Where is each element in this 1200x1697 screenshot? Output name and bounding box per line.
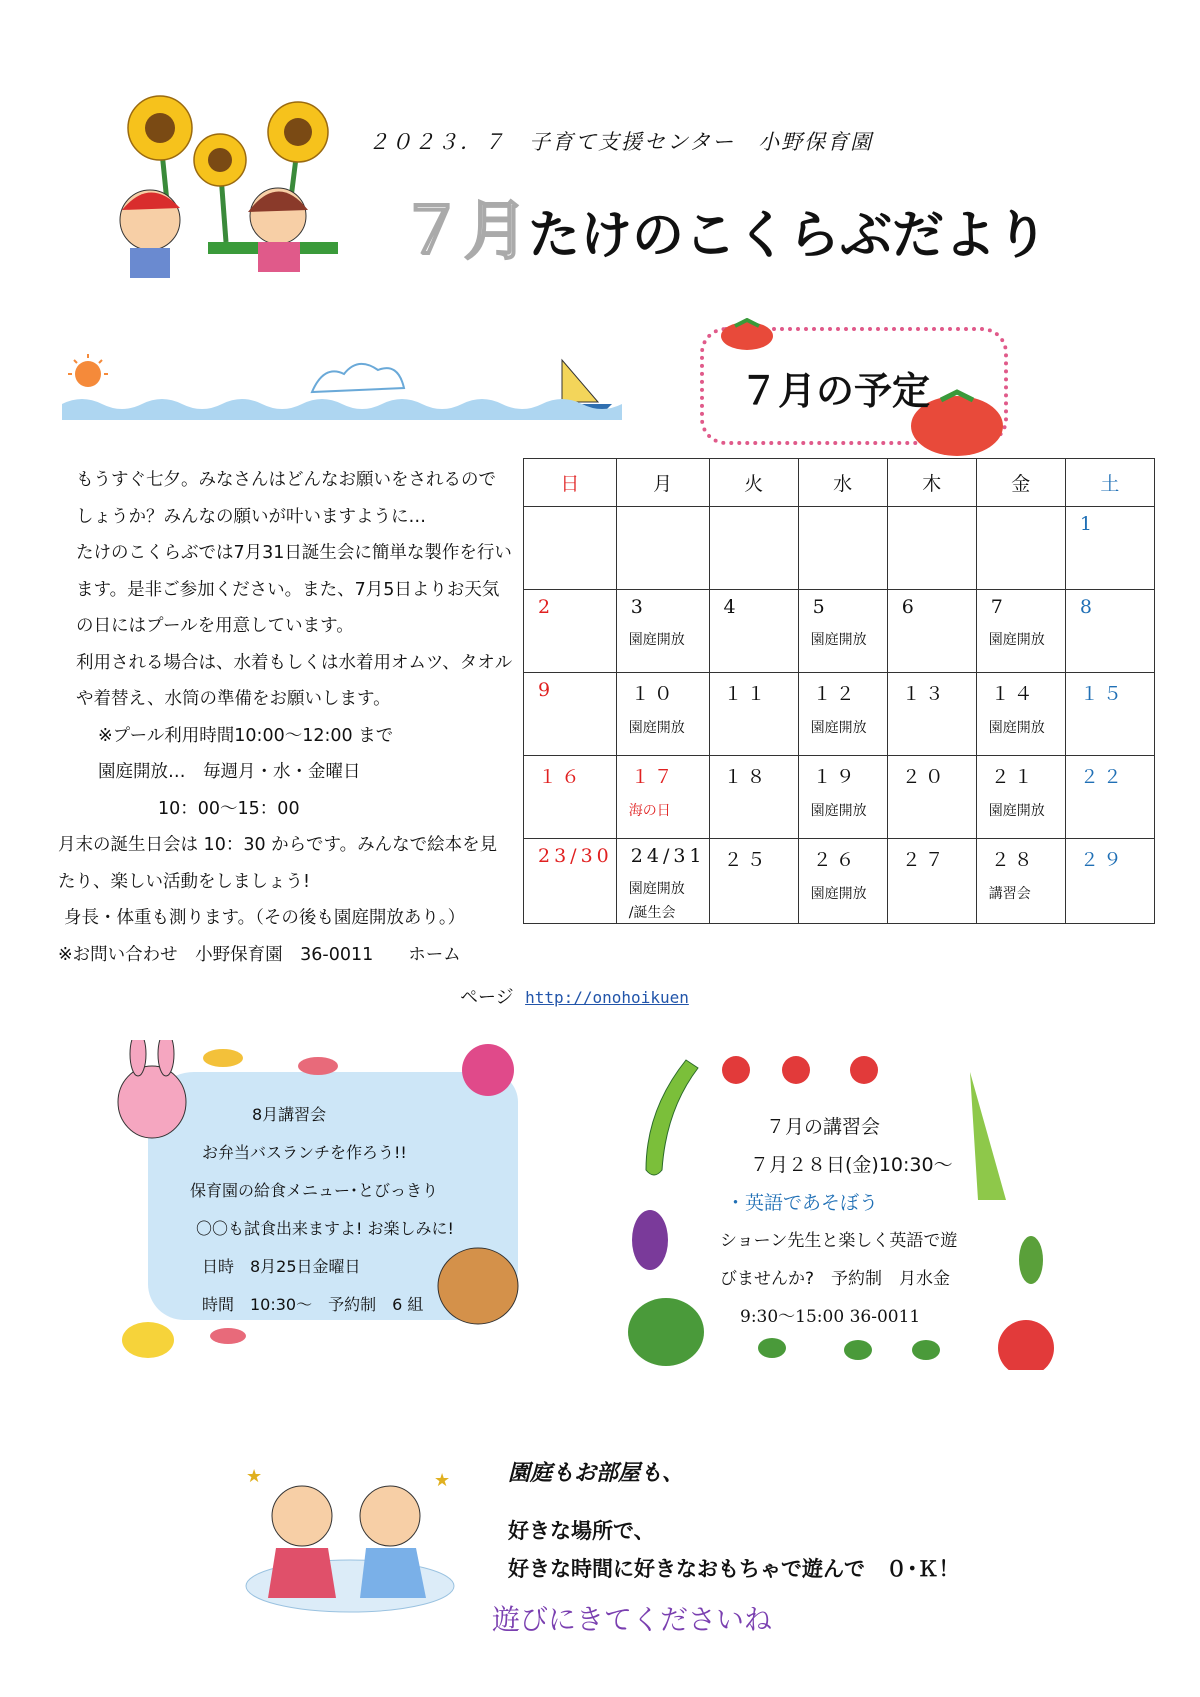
- august-course-line: 〇〇も試食出来ますよ! お楽しみに!: [196, 1219, 454, 1238]
- july-course-title: ７月の講習会: [766, 1116, 881, 1138]
- day-event: 園庭開放: [628, 720, 685, 736]
- day-number: ２８: [990, 849, 1037, 871]
- august-course-line: お弁当バスランチを作ろう!!: [202, 1143, 407, 1162]
- calendar-day-cell: [976, 756, 1065, 839]
- day-number: ２６: [812, 849, 859, 871]
- day-number: １８: [723, 766, 770, 788]
- footer-message: [508, 1512, 960, 1588]
- weekday-sat: 土: [1065, 459, 1154, 507]
- day-event: /誕生会: [628, 905, 676, 921]
- calendar-day-cell: [524, 839, 617, 924]
- calendar-day-cell: [976, 590, 1065, 673]
- day-number: 5: [812, 596, 829, 618]
- calendar-day-cell: [1065, 590, 1154, 673]
- weekday-wed: 水: [798, 459, 887, 507]
- day-number: 2: [538, 596, 555, 618]
- garden-open-days: 園庭開放… 毎週月・水・金曜日: [98, 762, 361, 782]
- footer-invitation: 遊びにきてくださいね: [492, 1603, 773, 1636]
- calendar-day-cell: [1065, 673, 1154, 756]
- day-number: 1: [1079, 513, 1096, 535]
- july-course-hours: 9:30～15:00 36-0011: [740, 1307, 921, 1327]
- calendar-header-row: [524, 459, 1155, 507]
- day-number: １１: [723, 683, 770, 705]
- calendar-week-row: [524, 756, 1155, 839]
- day-event: 園庭開放: [988, 720, 1045, 736]
- calendar-day-cell: [524, 507, 617, 590]
- calendar-day-cell: [887, 756, 976, 839]
- weekday-mon: 月: [616, 459, 709, 507]
- calendar-day-cell: [798, 507, 887, 590]
- homepage-prefix: ページ: [460, 987, 514, 1008]
- day-number: ２１: [990, 766, 1037, 788]
- day-event: 海の日: [628, 803, 671, 819]
- day-number: １０: [630, 683, 677, 705]
- weekday-fri: 金: [976, 459, 1065, 507]
- day-event: 園庭開放: [628, 881, 685, 897]
- schedule-label: ７月の予定: [740, 369, 931, 413]
- calendar-day-cell: [524, 756, 617, 839]
- day-number: １７: [630, 766, 677, 788]
- calendar-day-cell: [798, 756, 887, 839]
- day-number: ２２: [1079, 766, 1126, 788]
- august-course-line: 保育園の給食メニュー･とびっきり: [190, 1181, 439, 1200]
- sunflower-children-illustration: [108, 92, 356, 302]
- day-event: 園庭開放: [988, 632, 1045, 648]
- homepage-line: [460, 983, 689, 1009]
- day-event: 園庭開放: [810, 632, 867, 648]
- calendar-day-cell: [709, 839, 798, 924]
- title-text: たけのこくらぶだより: [528, 206, 1049, 266]
- day-event: 講習会: [988, 886, 1031, 902]
- august-course-text: [190, 1096, 530, 1324]
- calendar-day-cell: [616, 507, 709, 590]
- garden-open-hours: 10：00～15：00: [158, 798, 300, 819]
- footer-line: 好きな場所で、: [508, 1519, 655, 1543]
- day-number: 8: [1079, 596, 1096, 618]
- calendar-week-row: [524, 590, 1155, 673]
- organization-line: ２０２３．７ 子育て支援センター 小野保育園: [368, 130, 874, 154]
- day-number: １３: [901, 683, 948, 705]
- day-number: 6: [901, 596, 918, 618]
- july-course-desc: ショーン先生と楽しく英語で遊: [720, 1231, 958, 1251]
- day-number: ２７: [901, 849, 948, 871]
- day-number: 24/31: [630, 845, 706, 867]
- intro-paragraph: 利用される場合は、水着もしくは水着用オムツ、タオルや着替え、水筒の準備をお願いします。: [76, 652, 513, 709]
- day-number: ２０: [901, 766, 948, 788]
- footer-heading: 園庭もお部屋も、: [508, 1461, 685, 1486]
- july-calendar: [523, 458, 1155, 924]
- calendar-day-cell: [709, 507, 798, 590]
- day-event: 園庭開放: [988, 803, 1045, 819]
- day-event: 園庭開放: [810, 720, 867, 736]
- calendar-day-cell: [798, 590, 887, 673]
- svg-text:★: ★: [434, 1470, 451, 1491]
- day-event: 園庭開放: [628, 632, 685, 648]
- sea-wave-illustration: [62, 352, 622, 420]
- calendar-day-cell: [887, 507, 976, 590]
- calendar-week-row: [524, 839, 1155, 924]
- newsletter-title: [400, 180, 1048, 272]
- calendar-day-cell: [709, 590, 798, 673]
- august-course-time: 時間 10:30～ 予約制 6 組: [202, 1295, 424, 1314]
- calendar-day-cell: [887, 839, 976, 924]
- day-number: １２: [812, 683, 859, 705]
- day-event: 園庭開放: [810, 803, 867, 819]
- calendar-week-row: [524, 507, 1155, 590]
- title-month: ７月: [400, 195, 528, 269]
- calendar-day-cell: [976, 839, 1065, 924]
- calendar-day-cell: [1065, 839, 1154, 924]
- intro-text: [58, 462, 513, 973]
- calendar-day-cell: [798, 839, 887, 924]
- calendar-day-cell: [798, 673, 887, 756]
- intro-paragraph: たけのこくらぶでは7月31日誕生会に簡単な製作を行います。是非ご参加ください。また、7月5日よりお天気の日にはプールを用意しています。: [76, 543, 512, 636]
- weekday-thu: 木: [887, 459, 976, 507]
- calendar-day-cell: [976, 673, 1065, 756]
- day-number: 23/30: [538, 845, 613, 867]
- day-number: ２５: [723, 849, 770, 871]
- august-course-date: 日時 8月25日金曜日: [202, 1257, 361, 1276]
- day-number: １４: [990, 683, 1037, 705]
- calendar-week-row: [524, 673, 1155, 756]
- calendar-day-cell: [524, 590, 617, 673]
- august-course-title: 8月講習会: [252, 1105, 327, 1124]
- calendar-day-cell: [887, 590, 976, 673]
- day-event: 園庭開放: [810, 886, 867, 902]
- calendar-day-cell: [1065, 507, 1154, 590]
- pool-hours: ※プール利用時間10:00～12:00 まで: [98, 725, 394, 746]
- day-number: 7: [990, 596, 1007, 618]
- calendar-day-cell: [709, 673, 798, 756]
- footer-line: 好きな時間に好きなおもちゃで遊んで ０･Ｋ！: [508, 1557, 960, 1581]
- day-number: １６: [538, 766, 585, 788]
- july-course-desc: びませんか? 予約制 月水金: [720, 1269, 951, 1289]
- homepage-link[interactable]: http://onohoikuen: [525, 988, 689, 1007]
- calendar-day-cell: [887, 673, 976, 756]
- day-number: 9: [538, 679, 555, 701]
- calendar-day-cell: [709, 756, 798, 839]
- day-number: １９: [812, 766, 859, 788]
- intro-paragraph: もうすぐ七夕。みなさんはどんなお願いをされるのでしょうか？みんなの願いが叶いますように…: [76, 470, 496, 527]
- day-number: ２９: [1079, 849, 1126, 871]
- weekday-tue: 火: [709, 459, 798, 507]
- july-course-topic: ・英語であそぼう: [726, 1192, 879, 1214]
- calendar-day-cell: [524, 673, 617, 756]
- calendar-day-cell: [616, 756, 709, 839]
- calendar-day-cell: [616, 590, 709, 673]
- july-course-date: ７月２８日(金)10:30～: [750, 1154, 953, 1176]
- day-number: 4: [723, 596, 740, 618]
- calendar-day-cell: [616, 673, 709, 756]
- intro-paragraph: 月末の誕生日会は 10：30 からです。みんなで絵本を見たり、楽しい活動をしましょう!: [58, 835, 498, 892]
- weekday-sun: 日: [524, 459, 617, 507]
- day-number: １５: [1079, 683, 1126, 705]
- tanabata-children-illustration: [240, 1456, 460, 1616]
- calendar-day-cell: [616, 839, 709, 924]
- july-course-text: [720, 1108, 1040, 1336]
- day-number: 3: [630, 596, 647, 618]
- contact-line: ※お問い合わせ 小野保育園 36-0011 ホーム: [58, 944, 461, 965]
- svg-text:★: ★: [246, 1466, 263, 1487]
- intro-paragraph: 身長・体重も測ります。（その後も園庭開放あり。）: [64, 908, 466, 928]
- calendar-day-cell: [976, 507, 1065, 590]
- calendar-day-cell: [1065, 756, 1154, 839]
